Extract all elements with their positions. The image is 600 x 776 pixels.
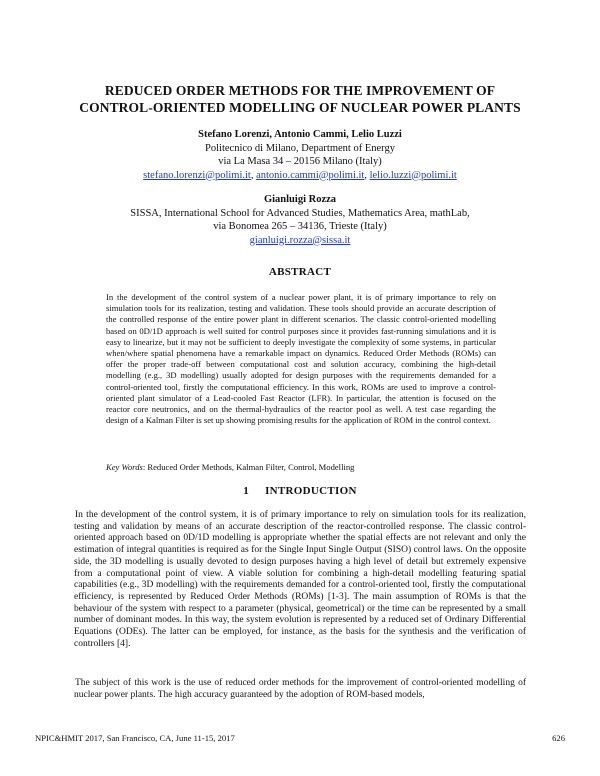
author-block-1 [60,128,540,182]
email-link-luzzi[interactable]: lelio.luzzi@polimi.it [369,169,457,181]
paper-title [40,82,560,116]
author-address: via La Masa 34 – 20156 Milano (Italy) [218,156,382,167]
section-number: 1 [243,485,250,497]
author-emails [60,169,540,183]
author-affiliation-sissa: SISSA, International School for Advanced Studies, Mathematics Area, mathLab, [130,207,470,219]
section-heading-introduction [0,485,600,497]
title-line-2: CONTROL-ORIENTED MODELLING OF NUCLEAR POWER PLANTS [79,100,521,115]
email-link-rozza[interactable]: gianluigi.rozza@sissa.it [249,234,351,246]
keywords-list: : Reduced Order Methods, Kalman Filter, Control, Modelling [142,462,355,472]
author-name-rozza: Gianluigi Rozza [263,194,337,205]
author-block-2 [60,193,540,247]
author-affiliation: Politecnico di Milano, Department of Energy [205,142,395,154]
abstract-text: In the development of the control system of a nuclear power plant, it is of primary importance to rely on simulation tools for its realization, testing and validation. These tools should provide an accurate description of the controlled response of the entire power plant in different scenarios. The classic control-oriented modelling based on 0D/1D approach is well suited for control purposes since it provides fast-running simulations and it is easy to linearize, but it may not be sufficient to deeply investigate the complexity of some systems, in particular when/where spatial phenomena have a remarkable impact on dynamics. Reduced Order Methods (ROMs) can offer the proper trade-off between computational cost and solution accuracy, combining the high-detail modelling (e.g., 3D modelling) usually adopted for design purposes with the requirements demanded for a control-oriented tool, firstly the computational efficiency. In this work, ROMs are used to improve a control-oriented plant simulator of a Lead-cooled Fast Reactor (LFR). In particular, the attention is focused on the reactor core neutronics, and on the thermal-hydraulics of the reactor pool as well. A test case regarding the design of a Kalman Filter is set up showing promising results for the application of ROM in the control context. [106,292,496,426]
author-address-trieste: via Bonomea 265 – 34136, Trieste (Italy) [213,221,387,232]
email-link-cammi[interactable]: antonio.cammi@polimi.it [256,169,365,181]
keywords [106,462,496,473]
page-number: 626 [552,733,565,743]
keywords-label: Key Words [106,462,143,472]
footer-conference: NPIC&HMIT 2017, San Francisco, CA, June 11-15, 2017 [35,733,235,743]
email-separator: , [364,169,370,181]
section-title: INTRODUCTION [265,485,357,497]
intro-paragraph-1: In the development of the control system, it is of primary importance to rely on simulation tools for its realization, testing and validation by means of an accurate description of the reactor-controlled response. The classic control-oriented approach based on 0D/1D modelling is appropriate whether the spatial effects are not relevant and only the estimation of integral quantities is required as for the Single Input Single Output (SISO) control laws. On the opposite side, the 3D modelling is usually devoted to design purposes having a high level of detail but extremely expensive from a computational point of view. A viable solution for combining a high-detail modelling featuring spatial capabilities (e.g., 3D modelling) with the requirements demanded for a control-oriented tool, firstly the computational efficiency, is represented by Reduced Order Methods (ROMs) [1-3]. The main assumption of ROMs is that the behaviour of the system with respect to a parameter (physical, geometrical) or the time can be represented by a small number of dominant modes. In this way, the system evolution is represented by a reduced set of Ordinary Differential Equations (ODEs). The latter can be employed, for instance, as the basis for the synthesis and the verification of controllers [4]. [74,510,526,649]
intro-paragraph-2: The subject of this work is the use of reduced order methods for the improvement of control-oriented modelling of nuclear power plants. The high accuracy guaranteed by the adoption of ROM-based models, [74,678,526,700]
email-link-lorenzi[interactable]: stefano.lorenzi@polimi.it [143,169,251,181]
title-line-1: REDUCED ORDER METHODS FOR THE IMPROVEMENT OF [104,83,496,98]
author-email-rozza [60,234,540,248]
author-names: Stefano Lorenzi, Antonio Cammi, Lelio Luzzi [198,129,402,140]
email-separator: , [250,169,257,181]
abstract-heading: ABSTRACT [268,266,332,278]
